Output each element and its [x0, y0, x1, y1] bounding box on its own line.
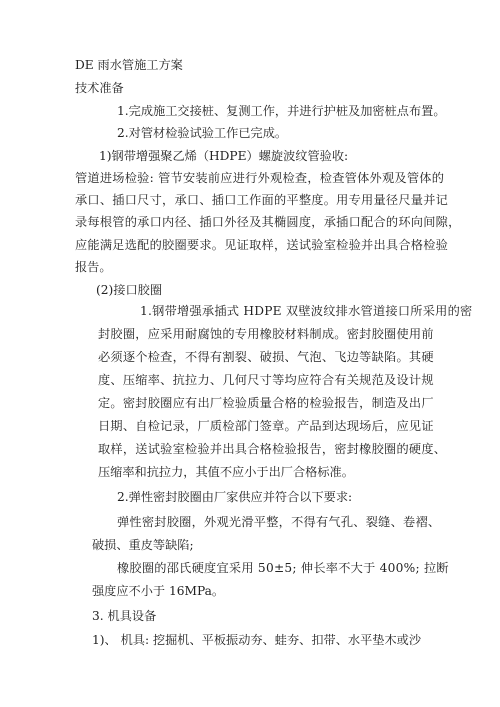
sub2-line-4: 度、压缩率、抗拉力、几何尺寸等均应符合有关规范及设计规 [98, 373, 434, 387]
sub2-item-2-line-a1: 弹性密封胶圈，外观光滑平整，不得有气孔、裂缝、卷褶、 [117, 515, 441, 529]
paragraph-item-1: 1.完成施工交接桩、复测工作，并进行护桩及加密桩点布置。 [117, 104, 446, 118]
sub2-line-3: 必须逐个检查，不得有割裂、破损、气泡、飞边等缺陷。其硬 [98, 350, 434, 364]
sub1-line-2: 承口、插口尺寸，承口、插口工作面的平整度。用专用量径尺量并记 [75, 193, 449, 207]
sub2-line-8: 压缩率和抗拉力，其值不应小于出厂合格标准。 [98, 465, 354, 479]
sub2-line-2: 封胶圈，应采用耐腐蚀的专用橡胶材料制成。密封胶圈使用前 [98, 327, 434, 341]
sub1-line-3: 录每根管的承口内径、插口外径及其椭圆度，承插口配合的环向间隙， [75, 215, 461, 229]
sub1-line-5: 报告。 [75, 260, 112, 274]
sub2-item-2-line-b1: 橡胶圈的邵氏硬度宜采用 50±5; 伸长率不大于 400%; 拉断 [117, 561, 449, 575]
subsection-title-1: 1)钢带增强聚乙烯（HDPE）螺旋波纹管验收: [99, 149, 349, 163]
sub2-item-2-line-a2: 破损、重皮等缺陷; [92, 538, 194, 552]
document-title: DE 雨水管施工方案 [75, 58, 183, 72]
sub2-item-2-line-b2: 强度应不小于 16MPa。 [92, 584, 225, 598]
section-heading: 技术准备 [75, 81, 124, 95]
sub2-item-2: 2.弹性密封胶圈由厂家供应并符合以下要求: [117, 490, 353, 504]
paragraph-item-2: 2.对管材检验试验工作已完成。 [117, 126, 288, 140]
sub1-line-1: 管道进场检验: 管节安装前应进行外观检查，检查管体外观及管体的 [75, 171, 445, 185]
sub1-line-4: 应能满足选配的胶圈要求。见证取样，送试验室检验并出具合格检验 [75, 238, 449, 252]
section-3-item-1: 1)、 机具: 挖掘机、平板振动夯、蛙夯、扣带、水平垫木或沙 [92, 633, 422, 647]
sub2-line-1: 1.钢带增强承插式 HDPE 双壁波纹排水管道接口所采用的密 [140, 304, 473, 318]
subsection-title-2: (2)接口胶圈 [96, 283, 163, 297]
sub2-line-7: 取样，送试验室检验并出具合格检验报告，密封橡胶圈的硬度、 [98, 442, 447, 456]
sub2-line-5: 定。密封胶圈应有出厂检验质量合格的检验报告，制造及出厂 [98, 396, 434, 410]
sub2-line-6: 日期、自检记录，厂质检部门签章。产品到达现场后，应见证 [98, 419, 434, 433]
section-3-heading: 3. 机具设备 [92, 609, 157, 623]
